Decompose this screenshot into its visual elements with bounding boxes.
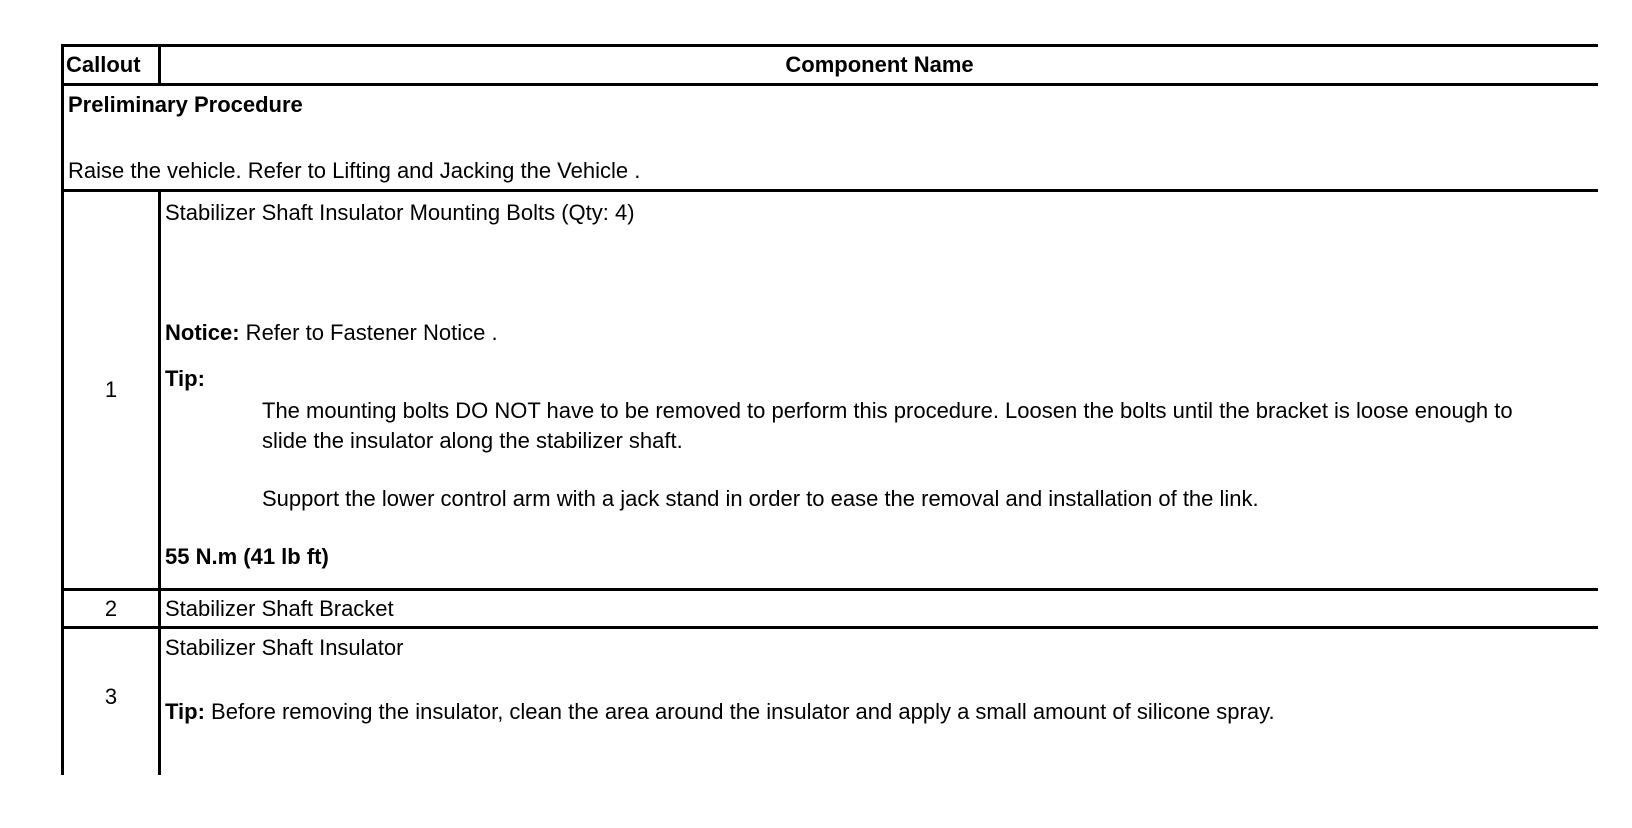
component-name-column-header: Component Name xyxy=(160,46,1599,85)
table-row xyxy=(63,590,1599,628)
procedure-sheet xyxy=(61,44,1598,828)
component-cell xyxy=(160,628,1599,776)
header-row xyxy=(63,46,1599,85)
preliminary-title: Preliminary Procedure xyxy=(68,92,303,117)
preliminary-text: Raise the vehicle. Refer to Lifting and Jacking the Vehicle . xyxy=(68,158,641,183)
table-row xyxy=(63,191,1599,590)
component-name: Stabilizer Shaft Insulator xyxy=(165,635,404,660)
preliminary-cell xyxy=(63,85,1599,191)
component-name: Stabilizer Shaft Insulator Mounting Bolts (Qty: 4) xyxy=(165,200,635,225)
table-row xyxy=(63,628,1599,776)
tip-label: Tip: xyxy=(165,366,205,391)
tip-text-1: The mounting bolts DO NOT have to be removed to perform this procedure. Loosen the bolts until the bracket is loose enough to slide the insulator along the stabilizer shaft. xyxy=(262,398,1513,453)
tip-text: Before removing the insulator, clean the area around the insulator and apply a small amount of silicone spray. xyxy=(204,699,1275,724)
procedure-table xyxy=(61,44,1598,775)
component-name: Stabilizer Shaft Bracket xyxy=(160,590,1599,628)
callout-column-header: Callout xyxy=(63,46,160,85)
callout-number: 1 xyxy=(63,191,160,590)
tip-line xyxy=(165,699,1594,725)
callout-number: 3 xyxy=(63,628,160,776)
torque-spec: 55 N.m (41 lb ft) xyxy=(165,544,329,569)
notice-label: Notice: xyxy=(165,320,240,345)
preliminary-row xyxy=(63,85,1599,191)
notice-text: Refer to Fastener Notice . xyxy=(239,320,498,345)
callout-number: 2 xyxy=(63,590,160,628)
tip-label: Tip: xyxy=(165,699,205,724)
tip-text-2: Support the lower control arm with a jack stand in order to ease the removal and installation of the link. xyxy=(262,486,1259,511)
component-cell xyxy=(160,191,1599,590)
notice-line xyxy=(165,320,1594,346)
